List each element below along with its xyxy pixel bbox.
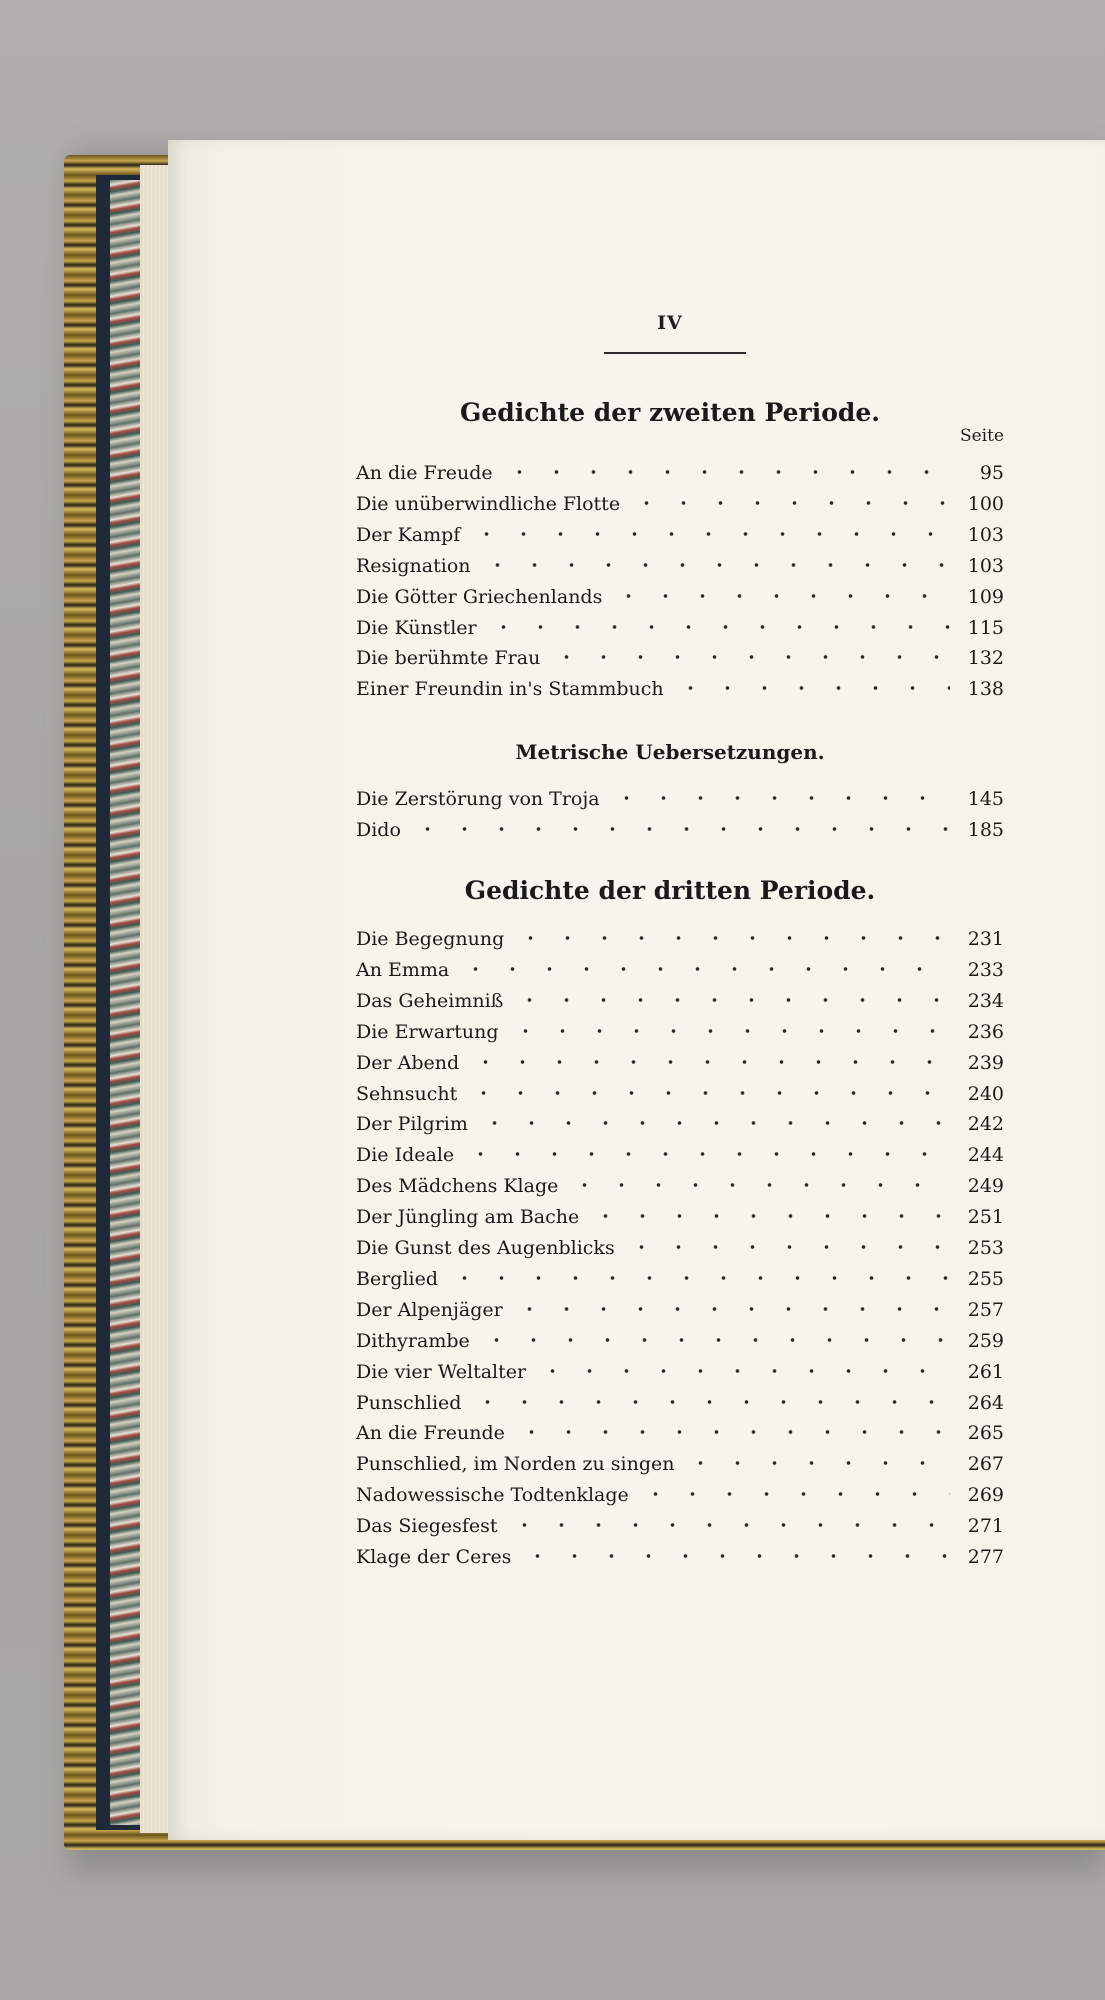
toc-entry-page: 261 xyxy=(967,1360,1004,1383)
toc-entry-page: 257 xyxy=(967,1298,1004,1321)
toc-entry xyxy=(356,1453,1004,1481)
toc-entry-page: 244 xyxy=(967,1144,1004,1167)
toc-entry-page: 240 xyxy=(967,1082,1004,1105)
toc-leader-dots xyxy=(513,1429,950,1435)
toc-entry xyxy=(356,959,1004,987)
toc-entry-page: 239 xyxy=(967,1051,1004,1074)
toc-leader-dots xyxy=(628,500,950,506)
section-heading-dritte-periode: Gedichte der dritten Periode. xyxy=(464,876,876,905)
toc-entry-title: Die Ideale xyxy=(356,1144,455,1167)
toc-entry-page: 109 xyxy=(967,585,1004,608)
toc-leader-dots xyxy=(566,1182,950,1188)
toc-entry-title: Berglied xyxy=(356,1267,439,1290)
toc-leader-dots xyxy=(637,1491,950,1497)
toc-leader-dots xyxy=(478,1337,950,1343)
toc-entry xyxy=(356,990,1004,1018)
toc-entry xyxy=(356,678,1004,706)
toc-entry xyxy=(356,462,1004,490)
toc-entry-page: 95 xyxy=(979,462,1004,484)
toc-entry xyxy=(356,1083,1004,1111)
toc-entry xyxy=(356,788,1004,816)
toc-entry-title: Einer Freundin in's Stammbuch xyxy=(356,678,664,701)
toc-leader-dots xyxy=(467,1059,950,1065)
toc-leader-dots xyxy=(511,997,950,1003)
toc-entry xyxy=(356,1361,1004,1389)
toc-entry-title: Die Zerstörung von Troja xyxy=(356,788,600,810)
toc-entry-page: 185 xyxy=(967,818,1004,841)
toc-entry-page: 103 xyxy=(967,554,1004,577)
toc-entry-page: 269 xyxy=(967,1484,1004,1507)
toc-leader-dots xyxy=(507,1028,951,1034)
toc-entry-page: 236 xyxy=(967,1020,1004,1043)
toc-entry-page: 234 xyxy=(967,989,1004,1012)
toc-entry-title: Resignation xyxy=(356,554,471,577)
toc-leader-dots xyxy=(457,966,950,972)
toc-entry-title: Der Jüngling am Bache xyxy=(356,1206,580,1229)
toc-entry-page: 231 xyxy=(967,928,1004,950)
toc-entry-page: 233 xyxy=(967,958,1004,981)
toc-leader-dots xyxy=(682,1460,950,1466)
toc-entry-title: Der Pilgrim xyxy=(356,1113,468,1136)
toc-entry xyxy=(356,1144,1004,1172)
toc-entry xyxy=(356,1422,1004,1450)
toc-entry xyxy=(356,1546,1004,1574)
toc-entry-title: Der Alpenjäger xyxy=(356,1298,503,1321)
toc-entry xyxy=(356,1206,1004,1234)
toc-entry-title: Der Kampf xyxy=(356,523,461,546)
toc-entry-title: Die berühmte Frau xyxy=(356,647,541,670)
toc-entry-page: 253 xyxy=(967,1237,1004,1259)
toc-entry-title: Nadowessische Todtenklage xyxy=(356,1484,629,1507)
toc-leader-dots xyxy=(534,1368,950,1374)
toc-leader-dots xyxy=(623,1244,950,1250)
toc-entry xyxy=(356,586,1004,614)
toc-leader-dots xyxy=(672,685,950,691)
toc-entry-title: Dido xyxy=(356,818,401,841)
toc-leader-dots xyxy=(519,1553,950,1559)
toc-entry-page: 242 xyxy=(967,1113,1004,1136)
section-heading-zweite-periode: Gedichte der zweiten Periode. xyxy=(460,398,880,427)
toc-entry-page: 145 xyxy=(967,788,1004,810)
toc-entry xyxy=(356,1268,1004,1296)
toc-entry-title: An die Freunde xyxy=(356,1422,505,1445)
toc-leader-dots xyxy=(610,593,950,599)
toc-entry xyxy=(356,647,1004,675)
toc-entry-title: Die Gunst des Augenblicks xyxy=(356,1237,615,1259)
toc-entry-title: Die Götter Griechenlands xyxy=(356,585,603,608)
toc-entry-page: 277 xyxy=(967,1546,1004,1568)
toc-entry-page: 249 xyxy=(967,1175,1004,1198)
toc-entry-title: Dithyrambe xyxy=(356,1329,470,1352)
toc-entry-title: Die unüberwindliche Flotte xyxy=(356,492,621,515)
toc-entry xyxy=(356,1392,1004,1420)
page-number: IV xyxy=(657,312,683,334)
toc-entry xyxy=(356,1299,1004,1327)
toc-leader-dots xyxy=(446,1275,950,1281)
toc-entry-title: Das Geheimniß xyxy=(356,989,504,1012)
toc-entry-title: Des Mädchens Klage xyxy=(356,1175,559,1198)
toc-leader-dots xyxy=(608,795,950,801)
toc-entry-title: Punschlied xyxy=(356,1391,462,1414)
toc-leader-dots xyxy=(479,562,951,568)
toc-entry-title: Klage der Ceres xyxy=(356,1546,512,1568)
toc-entry-title: An Emma xyxy=(356,958,450,981)
toc-entry-title: Sehnsucht xyxy=(356,1082,458,1105)
toc-entry xyxy=(356,555,1004,583)
toc-entry-page: 259 xyxy=(967,1329,1004,1352)
toc-entry-page: 267 xyxy=(967,1453,1004,1476)
toc-leader-dots xyxy=(548,654,950,660)
toc-entry-page: 271 xyxy=(967,1515,1004,1538)
toc-entry-title: Die vier Weltalter xyxy=(356,1360,527,1383)
toc-leader-dots xyxy=(511,1306,950,1312)
toc-entry xyxy=(356,1021,1004,1049)
header-rule xyxy=(604,352,746,354)
seite-label: Seite xyxy=(959,426,1004,446)
toc-entry xyxy=(356,1175,1004,1203)
toc-entry xyxy=(356,1052,1004,1080)
toc-leader-dots xyxy=(468,531,950,537)
toc-leader-dots xyxy=(512,935,950,941)
toc-entry xyxy=(356,524,1004,552)
toc-entry-title: Die Künstler xyxy=(356,616,477,639)
toc-leader-dots xyxy=(409,826,950,832)
toc-leader-dots xyxy=(587,1213,950,1219)
toc-entry xyxy=(356,1237,1004,1265)
toc-entry-page: 115 xyxy=(967,616,1004,639)
toc-entry xyxy=(356,1515,1004,1543)
toc-entry-page: 138 xyxy=(967,678,1004,701)
toc-entry xyxy=(356,1113,1004,1141)
toc-leader-dots xyxy=(506,1522,950,1528)
toc-leader-dots xyxy=(485,624,950,630)
toc-leader-dots xyxy=(476,1120,950,1126)
toc-leader-dots xyxy=(465,1090,950,1096)
toc-entry-title: Die Erwartung xyxy=(356,1020,499,1043)
toc-entry-page: 132 xyxy=(967,647,1004,670)
toc-entry-title: Der Abend xyxy=(356,1051,460,1074)
toc-entry-page: 264 xyxy=(967,1391,1004,1414)
toc-entry-page: 265 xyxy=(967,1422,1004,1445)
toc-leader-dots xyxy=(469,1399,950,1405)
toc-entry xyxy=(356,617,1004,645)
toc-entry-page: 255 xyxy=(967,1267,1004,1290)
toc-entry-title: An die Freude xyxy=(356,462,493,484)
toc-entry xyxy=(356,928,1004,956)
toc-leader-dots xyxy=(462,1151,950,1157)
toc-entry-page: 103 xyxy=(967,523,1004,546)
toc-entry-title: Punschlied, im Norden zu singen xyxy=(356,1453,675,1476)
toc-entry-title: Das Siegesfest xyxy=(356,1515,498,1538)
toc-entry xyxy=(356,1330,1004,1358)
section-heading-metrische-uebersetzungen: Metrische Uebersetzungen. xyxy=(515,740,825,764)
toc-entry-page: 251 xyxy=(967,1206,1004,1229)
toc-entry xyxy=(356,493,1004,521)
toc-entry xyxy=(356,1484,1004,1512)
toc-entry-title: Die Begegnung xyxy=(356,928,505,950)
toc-entry-page: 100 xyxy=(967,492,1004,515)
toc-leader-dots xyxy=(501,469,950,475)
toc-entry xyxy=(356,819,1004,847)
